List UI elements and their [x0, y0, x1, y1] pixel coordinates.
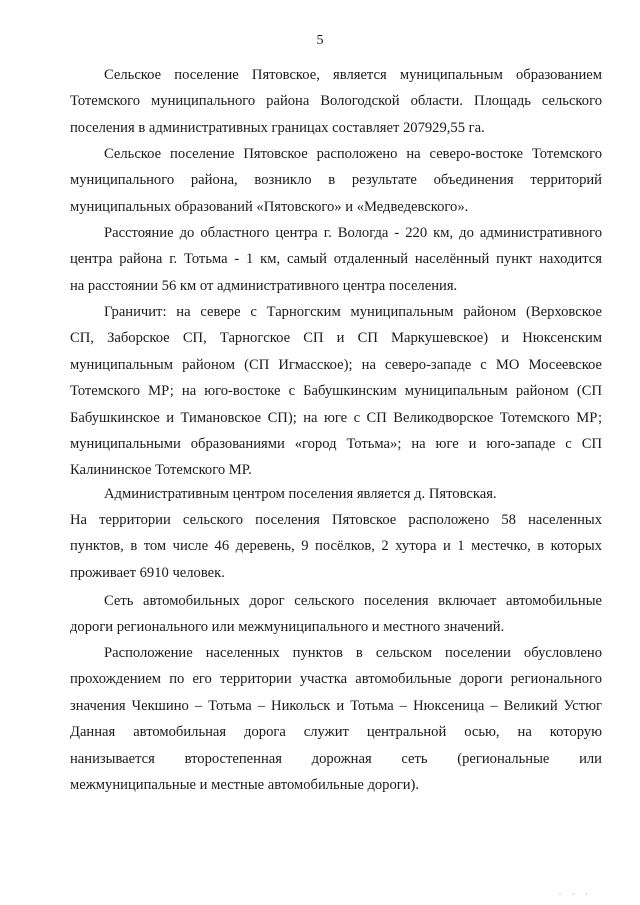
- text-line: Граничит: на севере с Тарногским муниципальным районом (Верховское: [104, 304, 602, 320]
- text-line: муниципального района, возникло в результате объединения территорий: [70, 172, 602, 189]
- text-line: Бабушкинское и Тимановское СП); на юге с СП Великодворское Тотемского МР;: [70, 409, 602, 426]
- scan-artifact-dots: · · ·: [558, 889, 592, 899]
- paragraph: [70, 507, 602, 586]
- text-line: Расстояние до областного центра г. Вологда - 220 км, до административного: [104, 225, 602, 241]
- text-line: нанизывается второстепенная дорожная сеть (региональные или: [70, 750, 602, 767]
- text-line: прохождением по его территории участка автомобильные дороги регионального: [70, 671, 602, 688]
- text-line: Данная автомобильная дорога служит центральной осью, на которую: [70, 724, 602, 741]
- text-line: поселения в административных границах составляет 207929,55 га.: [70, 119, 485, 136]
- text-line: муниципальным районом (СП Игмасское); на северо-западе с МО Мосеевское: [70, 356, 602, 373]
- text-line: пунктов, в том числе 46 деревень, 9 посёлков, 2 хутора и 1 местечко, в которых: [70, 538, 602, 555]
- text-line: значения Чекшино – Тотьма – Никольск и Тотьма – Нюксеница – Великий Устюг: [70, 697, 602, 714]
- text-line: центра района г. Тотьма - 1 км, самый отдаленный населённый пункт находится: [70, 251, 602, 268]
- text-line: Расположение населенных пунктов в сельском поселении обусловлено: [104, 645, 602, 661]
- text-line: СП, Заборское СП, Тарногское СП и СП Маркушевское) и Нюксенским: [70, 330, 602, 347]
- text-line: межмуниципальные и местные автомобильные дороги).: [70, 777, 420, 794]
- text-line: дороги регионального или межмуниципального и местного значений.: [70, 619, 505, 636]
- text-line: Тотемского МР; на юго-востоке с Бабушкинским муниципальным районом (СП: [70, 383, 602, 400]
- paragraph: [70, 62, 602, 141]
- paragraph: [70, 481, 602, 507]
- paragraph: [70, 220, 602, 299]
- text-line: на расстоянии 56 км от административного центра поселения.: [70, 277, 458, 294]
- text-line: проживает 6910 человек.: [70, 564, 225, 581]
- page-number: 5: [316, 33, 324, 48]
- text-line: Сельское поселение Пятовское расположено на северо-востоке Тотемского: [104, 146, 602, 162]
- text-line: На территории сельского поселения Пятовское расположено 58 населенных: [70, 512, 602, 528]
- paragraph: [70, 299, 602, 484]
- text-line: муниципальными образованиями «город Тотьма»; на юге и юго-западе с СП: [70, 436, 602, 453]
- paragraph: [70, 141, 602, 220]
- text-line: муниципальных образований «Пятовского» и «Медведевского».: [70, 198, 469, 215]
- text-line: Сеть автомобильных дорог сельского поселения включает автомобильные: [104, 593, 602, 609]
- text-line: Сельское поселение Пятовское, является муниципальным образованием: [104, 67, 602, 83]
- text-line: Тотемского муниципального района Вологодской области. Площадь сельского: [70, 93, 602, 110]
- text-line: Калининское Тотемского МР.: [70, 462, 252, 479]
- text-line: Административным центром поселения является д. Пятовская.: [104, 486, 497, 502]
- paragraph: [70, 588, 602, 641]
- paragraph: [70, 640, 602, 798]
